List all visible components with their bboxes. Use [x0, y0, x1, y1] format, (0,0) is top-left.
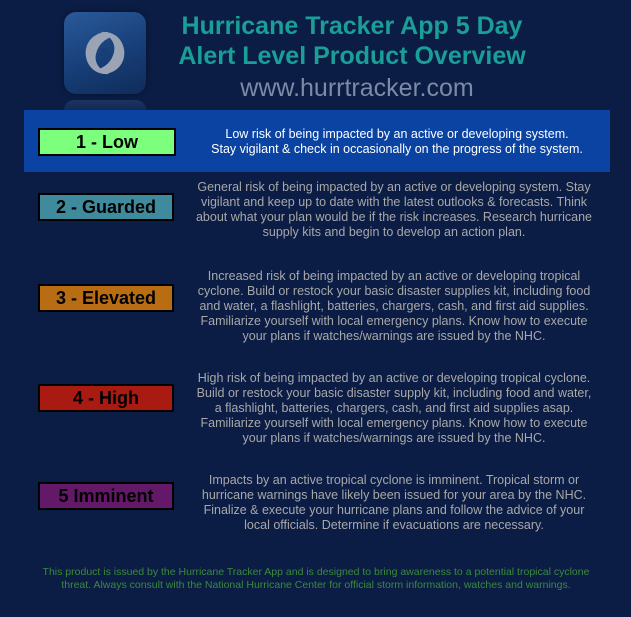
alert-badge-low: 1 - Low — [38, 128, 176, 156]
website-url[interactable]: www.hurrtracker.com — [240, 74, 474, 102]
alert-level-row-guarded — [24, 176, 610, 246]
alert-badge-guarded: 2 - Guarded — [38, 193, 174, 221]
alert-level-row-low — [24, 110, 610, 172]
alert-badge-high: 4 - High — [38, 384, 174, 412]
alert-description-imminent: Impacts by an active tropical cyclone is imminent. Tropical storm or hurricane warnings have likely been issued for your area by the NHC. Finalize & execute your hurricane plans and follow the advice of your local officials. Determine if evacuations are necessary. — [201, 473, 587, 532]
alert-badge-imminent: 5 Imminent — [38, 482, 174, 510]
alert-level-row-elevated — [24, 266, 610, 348]
disclaimer-footer: This product is issued by the Hurricane Tracker App and is designed to bring awareness to a potential tropical cyclone threat. Always consult with the National Hurricane Center for official storm information, watches and warnings. — [42, 566, 590, 591]
alert-level-row-imminent — [24, 470, 610, 540]
page-title-line1: Hurricane Tracker App 5 Day — [181, 12, 523, 40]
alert-level-row-high — [24, 368, 610, 450]
alert-description-guarded: General risk of being impacted by an active or developing system. Stay vigilant and keep up to date with the latest outlooks & forecasts. Think about what your plan would be if the risk increases. Research hurricane supply kits and begin to develop an action plan. — [195, 180, 593, 239]
alert-description-elevated: Increased risk of being impacted by an active or developing tropical cyclone. Build or restock your basic disaster supplies kit, including food and water, a flashlight, batteries, chargers, cash, and first aid supplies. Familiarize yourself with local emergency plans. Know how to execute your plans if watches/warnings are issued by the NHC. — [197, 269, 591, 343]
alert-description-low: Low risk of being impacted by an active or developing system. Stay vigilant & check in occasionally on the progress of the system. — [211, 127, 583, 156]
page-title-line2: Alert Level Product Overview — [178, 42, 526, 70]
alert-description-high: High risk of being impacted by an active or developing tropical cyclone. Build or restock your basic disaster supply kit, including food and water, a flashlight, batteries, chargers, cash, and first aid supplies asap. Familiarize yourself with local emergency plans. Know how to execute your plans if watches/warnings are issued by the NHC. — [196, 371, 592, 445]
alert-badge-elevated: 3 - Elevated — [38, 284, 174, 312]
hurricane-icon — [64, 12, 146, 94]
app-logo — [64, 12, 146, 94]
